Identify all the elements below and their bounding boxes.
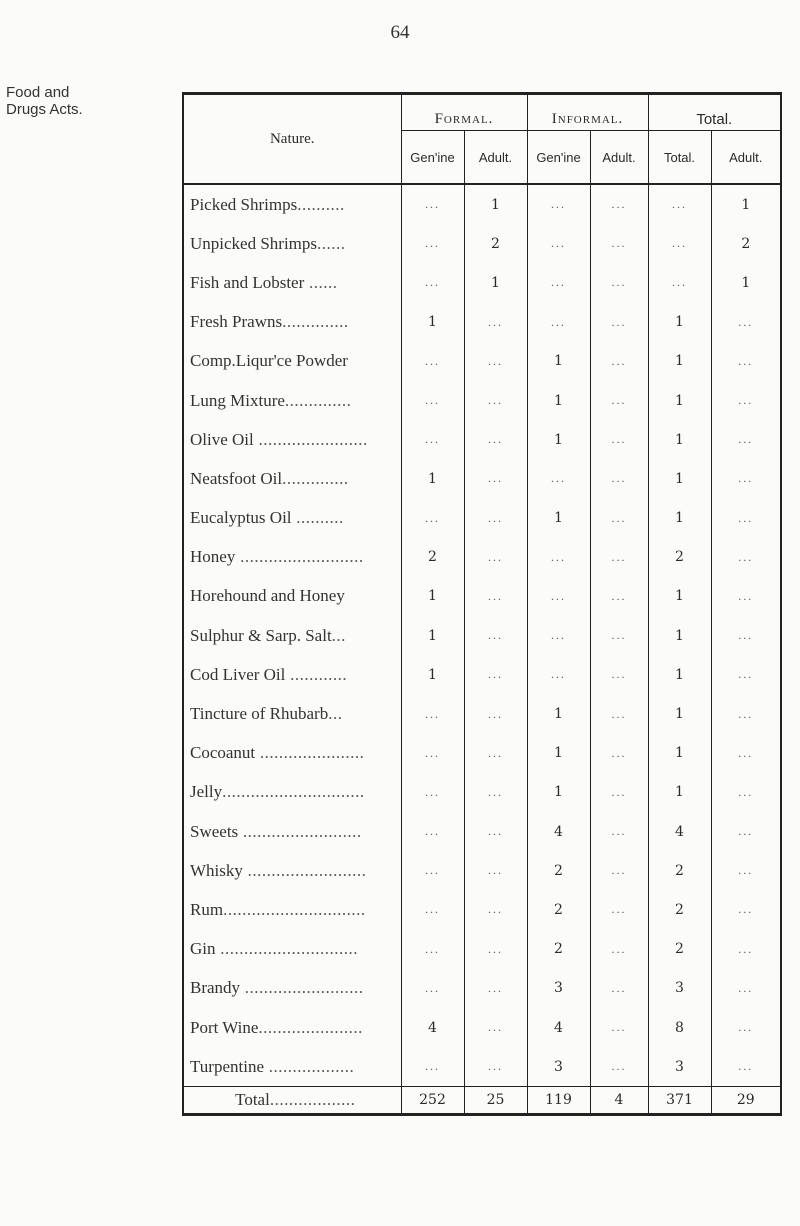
- cell-formal-genuine: ...: [401, 184, 464, 224]
- leader-dots: ..........: [291, 508, 344, 528]
- side-note-line2: Drugs Acts.: [6, 101, 83, 118]
- cell-total-total: 1: [648, 381, 711, 420]
- row-name-text: Cod Liver Oil: [190, 664, 286, 684]
- cell-formal-adult: ...: [464, 342, 527, 381]
- subheader-formal-genuine: Gen'ine: [401, 131, 464, 185]
- cell-formal-adult: ...: [464, 655, 527, 694]
- cell-informal-adult: ...: [590, 342, 648, 381]
- row-name-text: Olive Oil: [190, 429, 254, 449]
- leader-dots: ......: [317, 233, 346, 253]
- side-note: [6, 84, 83, 118]
- cell-informal-adult: ...: [590, 499, 648, 538]
- row-name-text: Total: [235, 1090, 270, 1110]
- row-name-text: Picked Shrimps: [190, 194, 298, 214]
- row-nature: [183, 303, 401, 342]
- cell-formal-adult: ...: [464, 538, 527, 577]
- cell-informal-adult: ...: [590, 224, 648, 263]
- cell-informal-genuine: 3: [527, 969, 590, 1008]
- cell-informal-adult: ...: [590, 1047, 648, 1087]
- row-nature: [183, 812, 401, 851]
- cell-formal-adult: ...: [464, 812, 527, 851]
- row-name-text: Gin: [190, 939, 216, 959]
- subheader-total-total: Total.: [648, 131, 711, 185]
- row-nature: [183, 420, 401, 459]
- row-name-text: Horehound and Honey: [190, 586, 345, 606]
- table-row: [183, 420, 781, 459]
- leader-dots: ..............: [282, 468, 349, 488]
- cell-total-total: 1: [648, 420, 711, 459]
- header-formal: Formal.: [401, 94, 527, 131]
- row-nature: [183, 734, 401, 773]
- cell-total-adult: ...: [738, 980, 754, 995]
- cell-total-adult: ...: [738, 745, 754, 760]
- row-nature: [183, 499, 401, 538]
- cell-formal-genuine: ...: [401, 773, 464, 812]
- cell-total-total: 4: [648, 812, 711, 851]
- cell-total-total: 8: [648, 1008, 711, 1047]
- cell-formal-genuine: ...: [401, 930, 464, 969]
- cell-formal-adult: ...: [464, 459, 527, 498]
- row-nature: [183, 1047, 401, 1087]
- cell-informal-genuine: 1: [527, 381, 590, 420]
- table-row: [183, 1047, 781, 1087]
- table-row: [183, 499, 781, 538]
- cell-informal-genuine: 1: [527, 773, 590, 812]
- row-name-text: Lung Mixture: [190, 390, 285, 410]
- cell-formal-adult: 2: [464, 224, 527, 263]
- cell-informal-adult: ...: [590, 694, 648, 733]
- leader-dots: .......................: [253, 429, 368, 449]
- cell-informal-genuine: 2: [527, 890, 590, 929]
- cell-informal-adult: ...: [590, 890, 648, 929]
- cell-total-total: ...: [648, 224, 711, 263]
- cell-total-total: 1: [648, 499, 711, 538]
- cell-total-adult: ...: [738, 393, 754, 408]
- leader-dots: ..............................: [222, 782, 365, 802]
- cell-formal-adult: ...: [464, 303, 527, 342]
- cell-formal-adult: ...: [464, 694, 527, 733]
- row-name-text: Honey: [190, 547, 236, 567]
- cell-informal-adult: ...: [590, 655, 648, 694]
- cell-formal-genuine: ...: [401, 263, 464, 302]
- row-name-text: Tincture of Rhubarb: [190, 704, 329, 724]
- cell-formal-genuine: ...: [401, 890, 464, 929]
- subheader-total-adult: Adult.: [711, 131, 781, 185]
- cell-total-total: ...: [648, 184, 711, 224]
- cell-total-total: 2: [648, 930, 711, 969]
- cell-informal-adult: ...: [590, 459, 648, 498]
- leader-dots: ..............................: [223, 899, 366, 919]
- cell-formal-adult: 25: [464, 1087, 527, 1115]
- table-row: [183, 616, 781, 655]
- subheader-informal-adult: Adult.: [590, 131, 648, 185]
- samples-table: [182, 92, 782, 1116]
- table-row: [183, 381, 781, 420]
- leader-dots: ..............: [282, 312, 349, 332]
- row-nature: [183, 969, 401, 1008]
- leader-dots: .........................: [242, 860, 367, 880]
- page-number: 64: [390, 22, 410, 43]
- row-name-text: Eucalyptus Oil: [190, 508, 292, 528]
- cell-formal-adult: ...: [464, 420, 527, 459]
- cell-informal-genuine: ...: [527, 538, 590, 577]
- table-row: [183, 812, 781, 851]
- cell-informal-genuine: 4: [527, 812, 590, 851]
- row-nature: [183, 1008, 401, 1047]
- cell-informal-genuine: 1: [527, 734, 590, 773]
- leader-dots: ..........................: [235, 547, 364, 567]
- leader-dots: .............................: [215, 939, 358, 959]
- cell-formal-genuine: 1: [401, 459, 464, 498]
- cell-formal-adult: ...: [464, 577, 527, 616]
- row-nature: [183, 224, 401, 263]
- cell-total-adult: 1: [741, 196, 751, 213]
- table-row: [183, 538, 781, 577]
- cell-total-total: 1: [648, 342, 711, 381]
- cell-total-adult: ...: [738, 510, 754, 525]
- cell-formal-adult: ...: [464, 1047, 527, 1087]
- cell-formal-adult: ...: [464, 734, 527, 773]
- subheader-informal-genuine: Gen'ine: [527, 131, 590, 185]
- cell-informal-adult: ...: [590, 263, 648, 302]
- cell-total-total: 371: [648, 1087, 711, 1115]
- table-row: [183, 342, 781, 381]
- cell-informal-adult: ...: [590, 303, 648, 342]
- leader-dots: .........................: [238, 821, 362, 841]
- cell-formal-genuine: 1: [401, 577, 464, 616]
- cell-formal-adult: 1: [464, 184, 527, 224]
- cell-informal-adult: ...: [590, 577, 648, 616]
- cell-informal-adult: ...: [590, 1008, 648, 1047]
- row-name-text: Jelly: [190, 782, 223, 802]
- leader-dots: ......................: [255, 743, 365, 763]
- cell-formal-adult: ...: [464, 616, 527, 655]
- table-row: [183, 969, 781, 1008]
- table-body: [183, 184, 781, 1115]
- cell-formal-genuine: 2: [401, 538, 464, 577]
- row-name-text: Port Wine: [190, 1017, 259, 1037]
- cell-total-total: 2: [648, 890, 711, 929]
- leader-dots: ..........: [297, 194, 345, 214]
- table-row: [183, 694, 781, 733]
- table-row: [183, 1008, 781, 1047]
- table-row: [183, 303, 781, 342]
- row-name-text: Rum: [190, 899, 224, 919]
- cell-total-adult: 1: [741, 274, 751, 291]
- row-nature: [183, 851, 401, 890]
- row-name-text: Brandy: [190, 978, 241, 998]
- row-nature: [183, 616, 401, 655]
- cell-formal-genuine: ...: [401, 812, 464, 851]
- row-nature: [183, 381, 401, 420]
- header-total: Total.: [696, 111, 733, 128]
- cell-informal-adult: ...: [590, 969, 648, 1008]
- cell-formal-adult: ...: [464, 930, 527, 969]
- cell-total-adult: ...: [738, 941, 754, 956]
- cell-formal-genuine: 1: [401, 655, 464, 694]
- cell-total-adult: ...: [738, 706, 754, 721]
- cell-informal-adult: ...: [590, 773, 648, 812]
- cell-informal-adult: ...: [590, 851, 648, 890]
- table-row: [183, 577, 781, 616]
- cell-total-adult: ...: [738, 784, 754, 799]
- cell-informal-adult: ...: [590, 616, 648, 655]
- cell-formal-genuine: ...: [401, 342, 464, 381]
- row-nature: [183, 538, 401, 577]
- row-name-text: Neatsfoot Oil: [190, 468, 283, 488]
- cell-total-total: 1: [648, 694, 711, 733]
- cell-informal-genuine: ...: [527, 184, 590, 224]
- cell-informal-genuine: ...: [527, 303, 590, 342]
- cell-total-adult: 29: [711, 1087, 781, 1115]
- cell-informal-genuine: ...: [527, 459, 590, 498]
- cell-formal-genuine: ...: [401, 851, 464, 890]
- cell-total-total: ...: [648, 263, 711, 302]
- cell-formal-adult: ...: [464, 851, 527, 890]
- cell-informal-adult: ...: [590, 538, 648, 577]
- row-nature: [183, 930, 401, 969]
- leader-dots: ..............: [284, 390, 352, 410]
- row-nature: [183, 694, 401, 733]
- row-nature: [183, 342, 401, 381]
- cell-total-adult: ...: [738, 863, 754, 878]
- cell-informal-genuine: 3: [527, 1047, 590, 1087]
- cell-formal-genuine: ...: [401, 694, 464, 733]
- cell-total-adult: ...: [738, 314, 754, 329]
- cell-formal-genuine: 1: [401, 303, 464, 342]
- cell-total-total: 1: [648, 734, 711, 773]
- header-nature: Nature.: [183, 94, 401, 185]
- cell-formal-adult: ...: [464, 1008, 527, 1047]
- cell-formal-genuine: 4: [401, 1008, 464, 1047]
- header-informal: Informal.: [527, 94, 648, 131]
- row-name-text: Sweets: [190, 821, 239, 841]
- cell-informal-genuine: 1: [527, 499, 590, 538]
- cell-total-total: 2: [648, 538, 711, 577]
- row-nature: [183, 890, 401, 929]
- table-row: [183, 655, 781, 694]
- cell-total-adult: ...: [738, 1059, 754, 1074]
- row-name-text: Cocoanut: [190, 743, 256, 763]
- cell-total-total: 1: [648, 616, 711, 655]
- cell-total-total: 2: [648, 851, 711, 890]
- table-row: [183, 263, 781, 302]
- table-row: [183, 851, 781, 890]
- leader-dots: ......: [304, 272, 338, 292]
- cell-total-total: 1: [648, 459, 711, 498]
- table-row: [183, 930, 781, 969]
- cell-formal-adult: ...: [464, 969, 527, 1008]
- leader-dots: ...: [331, 625, 346, 645]
- cell-formal-genuine: ...: [401, 381, 464, 420]
- cell-total-adult: ...: [738, 471, 754, 486]
- cell-informal-adult: ...: [590, 420, 648, 459]
- cell-informal-adult: ...: [590, 734, 648, 773]
- cell-formal-genuine: ...: [401, 1047, 464, 1087]
- total-row: [183, 1087, 781, 1115]
- cell-informal-adult: 4: [590, 1087, 648, 1115]
- table-row: [183, 459, 781, 498]
- cell-total-adult: ...: [738, 353, 754, 368]
- cell-total-total: 1: [648, 577, 711, 616]
- cell-total-adult: ...: [738, 667, 754, 682]
- cell-formal-genuine: ...: [401, 499, 464, 538]
- cell-formal-adult: ...: [464, 890, 527, 929]
- cell-informal-genuine: 119: [527, 1087, 590, 1115]
- cell-informal-genuine: 2: [527, 930, 590, 969]
- cell-total-total: 3: [648, 969, 711, 1008]
- cell-informal-adult: ...: [590, 812, 648, 851]
- cell-informal-genuine: 4: [527, 1008, 590, 1047]
- row-name-text: Comp.Liqur'ce Powder: [190, 351, 348, 371]
- cell-informal-genuine: 1: [527, 342, 590, 381]
- cell-total-adult: ...: [738, 549, 754, 564]
- row-name-text: Sulphur & Sarp. Salt: [190, 625, 332, 645]
- row-name-text: Unpicked Shrimps: [190, 233, 318, 253]
- table-row: [183, 224, 781, 263]
- row-nature: [183, 655, 401, 694]
- cell-formal-genuine: ...: [401, 224, 464, 263]
- cell-informal-genuine: ...: [527, 616, 590, 655]
- cell-informal-adult: ...: [590, 184, 648, 224]
- cell-formal-genuine: 1: [401, 616, 464, 655]
- cell-formal-genuine: ...: [401, 420, 464, 459]
- cell-total-adult: 2: [741, 235, 751, 252]
- row-nature: [183, 459, 401, 498]
- row-name-text: Turpentine: [190, 1056, 264, 1076]
- cell-informal-genuine: ...: [527, 655, 590, 694]
- total-label: [183, 1087, 401, 1115]
- leader-dots: ...: [328, 704, 343, 724]
- cell-formal-adult: ...: [464, 381, 527, 420]
- row-name-text: Whisky: [190, 860, 243, 880]
- side-note-line1: Food and: [6, 84, 70, 101]
- leader-dots: ..................: [264, 1056, 355, 1076]
- cell-total-adult: ...: [738, 588, 754, 603]
- cell-formal-genuine: 252: [401, 1087, 464, 1115]
- cell-formal-adult: ...: [464, 499, 527, 538]
- cell-total-adult: ...: [738, 628, 754, 643]
- cell-total-adult: ...: [738, 902, 754, 917]
- cell-informal-genuine: 1: [527, 420, 590, 459]
- row-name-text: Fish and Lobster: [190, 272, 305, 292]
- cell-formal-genuine: ...: [401, 734, 464, 773]
- cell-informal-genuine: ...: [527, 577, 590, 616]
- row-nature: [183, 773, 401, 812]
- cell-formal-adult: 1: [464, 263, 527, 302]
- cell-total-total: 1: [648, 303, 711, 342]
- cell-total-adult: ...: [738, 432, 754, 447]
- row-nature: [183, 184, 401, 224]
- cell-total-adult: ...: [738, 1020, 754, 1035]
- table-row: [183, 184, 781, 224]
- row-nature: [183, 577, 401, 616]
- leader-dots: ..................: [269, 1090, 356, 1110]
- cell-informal-genuine: ...: [527, 263, 590, 302]
- cell-total-total: 1: [648, 773, 711, 812]
- cell-informal-adult: ...: [590, 381, 648, 420]
- cell-formal-adult: ...: [464, 773, 527, 812]
- row-name-text: Fresh Prawns: [190, 312, 283, 332]
- row-nature: [183, 263, 401, 302]
- table-row: [183, 734, 781, 773]
- leader-dots: ............: [285, 664, 348, 684]
- leader-dots: ......................: [258, 1017, 363, 1037]
- cell-informal-genuine: ...: [527, 224, 590, 263]
- cell-informal-adult: ...: [590, 930, 648, 969]
- table-row: [183, 890, 781, 929]
- table-row: [183, 773, 781, 812]
- cell-total-total: 3: [648, 1047, 711, 1087]
- cell-total-adult: ...: [738, 824, 754, 839]
- subheader-formal-adult: Adult.: [464, 131, 527, 185]
- cell-total-total: 1: [648, 655, 711, 694]
- cell-informal-genuine: 1: [527, 694, 590, 733]
- leader-dots: .........................: [240, 978, 364, 998]
- cell-informal-genuine: 2: [527, 851, 590, 890]
- cell-formal-genuine: ...: [401, 969, 464, 1008]
